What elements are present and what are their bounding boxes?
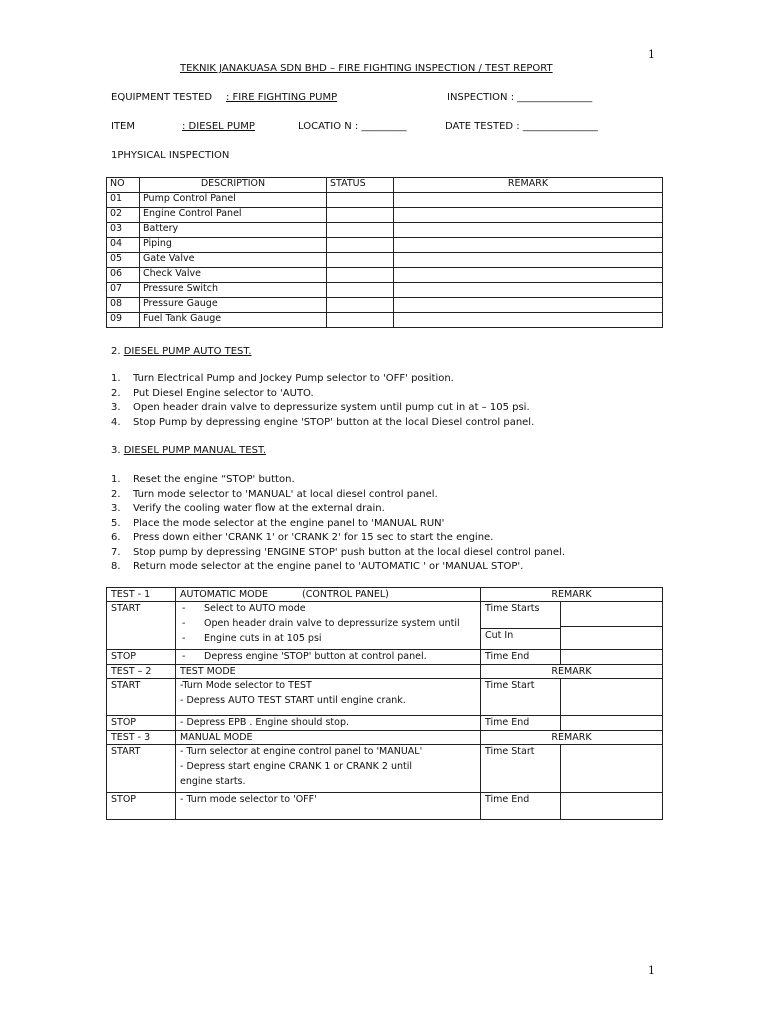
row-number: 05 xyxy=(107,253,140,268)
test3-stop-label: STOP xyxy=(107,792,176,819)
test1-time-values xyxy=(561,602,663,650)
step-text: Stop pump by depressing 'ENGINE STOP' push button at the local diesel control panel. xyxy=(133,546,566,558)
manual-test-heading xyxy=(111,445,266,457)
row-number: 03 xyxy=(107,223,140,238)
row-number: 06 xyxy=(107,268,140,283)
list-item: - Engine cuts in at 105 psi xyxy=(182,633,322,645)
physical-inspection-table xyxy=(106,177,663,328)
column-header: REMARK xyxy=(394,178,663,193)
remark-cell[interactable] xyxy=(394,238,663,253)
test3-time-start-label: Time Start xyxy=(481,744,561,792)
time-starts-label: Time Starts xyxy=(481,602,560,629)
list-item xyxy=(111,503,565,518)
step-text: Reset the engine “STOP' button. xyxy=(133,474,295,485)
test3-time-end-value[interactable] xyxy=(561,792,663,819)
row-description: Pressure Gauge xyxy=(140,298,327,313)
status-cell[interactable] xyxy=(327,253,394,268)
row-description: Fuel Tank Gauge xyxy=(140,313,327,328)
remark-cell[interactable] xyxy=(394,223,663,238)
status-cell[interactable] xyxy=(327,313,394,328)
test1-stop-step: - Depress engine 'STOP' button at control panel. xyxy=(176,650,481,664)
list-item xyxy=(111,474,565,489)
status-cell[interactable] xyxy=(327,268,394,283)
step-text: Turn Electrical Pump and Jockey Pump selector to 'OFF' position. xyxy=(133,373,454,384)
page-number-top: 1 xyxy=(648,48,655,61)
test2-time-start-value[interactable] xyxy=(561,679,663,716)
test2-stop-step: - Depress EPB . Engine should stop. xyxy=(176,716,481,730)
row-number: 01 xyxy=(107,193,140,208)
test2-remark-header: REMARK xyxy=(481,664,663,678)
remark-cell[interactable] xyxy=(394,268,663,283)
list-item: - Open header drain valve to depressurize system until xyxy=(182,618,460,630)
test1-time-labels xyxy=(481,602,561,650)
document-title: TEKNIK JANAKUASA SDN BHD – FIRE FIGHTING INSPECTION / TEST REPORT xyxy=(180,63,553,74)
row-description: Battery xyxy=(140,223,327,238)
physical-inspection-heading: 1PHYSICAL INSPECTION xyxy=(111,150,230,161)
test3-stop-step: - Turn mode selector to 'OFF' xyxy=(176,792,481,819)
step-number: 8. xyxy=(111,561,121,572)
row-description: Engine Control Panel xyxy=(140,208,327,223)
test2-label: TEST – 2 xyxy=(107,664,176,678)
test1-header-row xyxy=(107,588,663,602)
test3-time-end-label: Time End xyxy=(481,792,561,819)
test1-panel: (CONTROL PANEL) xyxy=(302,589,389,600)
step-text: Put Diesel Engine selector to 'AUTO. xyxy=(133,387,314,399)
test3-stop-row xyxy=(107,792,663,819)
time-starts-value[interactable] xyxy=(561,602,662,627)
test2-mode: TEST MODE xyxy=(176,664,481,678)
step-number: 4. xyxy=(111,416,121,428)
test1-mode xyxy=(176,588,481,602)
location-field: LOCATIO N : _________ xyxy=(298,121,407,132)
test1-stop-label: STOP xyxy=(107,650,176,664)
test3-label: TEST - 3 xyxy=(107,730,176,744)
row-number: 04 xyxy=(107,238,140,253)
list-item: - Select to AUTO mode xyxy=(182,603,306,615)
row-description: Pump Control Panel xyxy=(140,193,327,208)
step-number: 7. xyxy=(111,546,121,558)
table-row xyxy=(107,283,663,298)
test1-start-steps xyxy=(176,602,481,650)
list-item xyxy=(111,373,534,388)
step-text: Turn mode selector to 'MANUAL' at local diesel control panel. xyxy=(133,488,438,500)
list-item xyxy=(111,532,565,547)
test2-start-steps xyxy=(176,679,481,716)
test1-start-label: START xyxy=(107,602,176,650)
row-description: Check Valve xyxy=(140,268,327,283)
test1-start-row xyxy=(107,602,663,650)
step-number: 6. xyxy=(111,532,121,543)
status-cell[interactable] xyxy=(327,283,394,298)
list-item: engine starts. xyxy=(180,775,246,787)
equipment-tested-label: EQUIPMENT TESTED xyxy=(111,92,213,103)
remark-cell[interactable] xyxy=(394,208,663,223)
test1-time-end-value[interactable] xyxy=(561,650,663,664)
section-title: DIESEL PUMP MANUAL TEST. xyxy=(123,445,267,456)
test3-remark-header: REMARK xyxy=(481,730,663,744)
section-title: DIESEL PUMP AUTO TEST. xyxy=(123,346,252,357)
item-label: ITEM xyxy=(111,121,136,132)
status-cell[interactable] xyxy=(327,208,394,223)
step-number: 5. xyxy=(111,517,121,529)
row-number: 09 xyxy=(107,313,140,328)
test2-start-row xyxy=(107,679,663,716)
cut-in-label: Cut In xyxy=(485,630,514,642)
row-description: Pressure Switch xyxy=(140,283,327,298)
table-row xyxy=(107,238,663,253)
auto-test-steps xyxy=(111,373,534,431)
page-number-bottom: 1 xyxy=(648,964,655,977)
table-row xyxy=(107,313,663,328)
step-text: Open header drain valve to depressurize system until xyxy=(204,618,460,630)
step-text: Open header drain valve to depressurize system until pump cut in at – 105 psi. xyxy=(133,402,530,413)
section-number: 2. xyxy=(111,346,121,357)
manual-test-steps xyxy=(111,474,565,576)
row-description: Gate Valve xyxy=(140,253,327,268)
step-text: Select to AUTO mode xyxy=(204,603,306,615)
test3-mode: MANUAL MODE xyxy=(176,730,481,744)
test1-mode-name: AUTOMATIC MODE xyxy=(180,589,268,600)
list-item xyxy=(111,561,565,576)
table-row xyxy=(107,298,663,313)
step-text: Stop Pump by depressing engine 'STOP' button at the local Diesel control panel. xyxy=(133,416,535,428)
table-row xyxy=(107,253,663,268)
list-item: - Turn selector at engine control panel to 'MANUAL' xyxy=(180,745,423,757)
list-item xyxy=(111,489,565,504)
test2-time-end-label: Time End xyxy=(481,716,561,730)
step-number: 2. xyxy=(111,488,121,500)
test2-time-end-value[interactable] xyxy=(561,716,663,730)
table-header-row xyxy=(107,178,663,193)
cut-in-value[interactable] xyxy=(561,627,662,647)
remark-cell[interactable] xyxy=(394,193,663,208)
table-row xyxy=(107,268,663,283)
test3-start-label: START xyxy=(107,744,176,792)
status-cell[interactable] xyxy=(327,223,394,238)
test2-header-row xyxy=(107,664,663,678)
list-item: - Depress start engine CRANK 1 or CRANK 2 until xyxy=(180,760,412,772)
list-item xyxy=(111,402,534,417)
auto-test-heading xyxy=(111,346,252,358)
test2-time-start-label: Time Start xyxy=(481,679,561,716)
test2-start-label: START xyxy=(107,679,176,716)
test3-start-steps xyxy=(176,744,481,792)
inspection-field: INSPECTION : _______________ xyxy=(447,92,593,103)
step-number: 2. xyxy=(111,387,121,399)
remark-cell[interactable] xyxy=(394,313,663,328)
step-number: 3. xyxy=(111,503,121,514)
list-item xyxy=(111,417,534,432)
table-row xyxy=(107,223,663,238)
step-text: Engine cuts in at 105 psi xyxy=(204,633,322,645)
row-number: 07 xyxy=(107,283,140,298)
test3-start-row xyxy=(107,744,663,792)
equipment-tested-value: : FIRE FIGHTING PUMP xyxy=(226,92,338,103)
test1-stop-row xyxy=(107,650,663,664)
test2-stop-row xyxy=(107,716,663,730)
step-number: 1. xyxy=(111,474,121,485)
row-number: 08 xyxy=(107,298,140,313)
list-item xyxy=(111,547,565,562)
step-text: Depress engine 'STOP' button at control panel. xyxy=(204,651,427,663)
table-row xyxy=(107,208,663,223)
list-item xyxy=(111,518,565,533)
step-number: 1. xyxy=(111,373,121,384)
test1-time-end-label: Time End xyxy=(481,650,561,664)
step-number: 3. xyxy=(111,402,121,413)
section-number: 3. xyxy=(111,445,121,456)
row-description: Piping xyxy=(140,238,327,253)
test1-label: TEST - 1 xyxy=(107,588,176,602)
date-tested-field: DATE TESTED : _______________ xyxy=(445,121,598,132)
status-cell[interactable] xyxy=(327,298,394,313)
test2-stop-label: STOP xyxy=(107,716,176,730)
list-item: -Turn Mode selector to TEST xyxy=(180,680,312,692)
remark-cell[interactable] xyxy=(394,253,663,268)
column-header: NO xyxy=(107,178,140,193)
test3-time-start-value[interactable] xyxy=(561,744,663,792)
row-number: 02 xyxy=(107,208,140,223)
step-text: Return mode selector at the engine panel to 'AUTOMATIC ' or 'MANUAL STOP'. xyxy=(133,561,524,572)
column-header: DESCRIPTION xyxy=(140,178,327,193)
status-cell[interactable] xyxy=(327,193,394,208)
remark-cell[interactable] xyxy=(394,298,663,313)
table-row xyxy=(107,193,663,208)
status-cell[interactable] xyxy=(327,238,394,253)
step-text: Verify the cooling water flow at the external drain. xyxy=(133,503,385,514)
test1-remark-header: REMARK xyxy=(481,588,663,602)
step-text: Place the mode selector at the engine panel to 'MANUAL RUN' xyxy=(133,517,445,529)
test-results-table xyxy=(106,587,663,820)
test3-header-row xyxy=(107,730,663,744)
column-header: STATUS xyxy=(327,178,394,193)
step-text: Press down either 'CRANK 1' or 'CRANK 2' for 15 sec to start the engine. xyxy=(133,532,494,543)
list-item xyxy=(111,388,534,403)
item-value: : DIESEL PUMP xyxy=(182,121,255,132)
list-item: - Depress AUTO TEST START until engine crank. xyxy=(180,695,406,707)
remark-cell[interactable] xyxy=(394,283,663,298)
